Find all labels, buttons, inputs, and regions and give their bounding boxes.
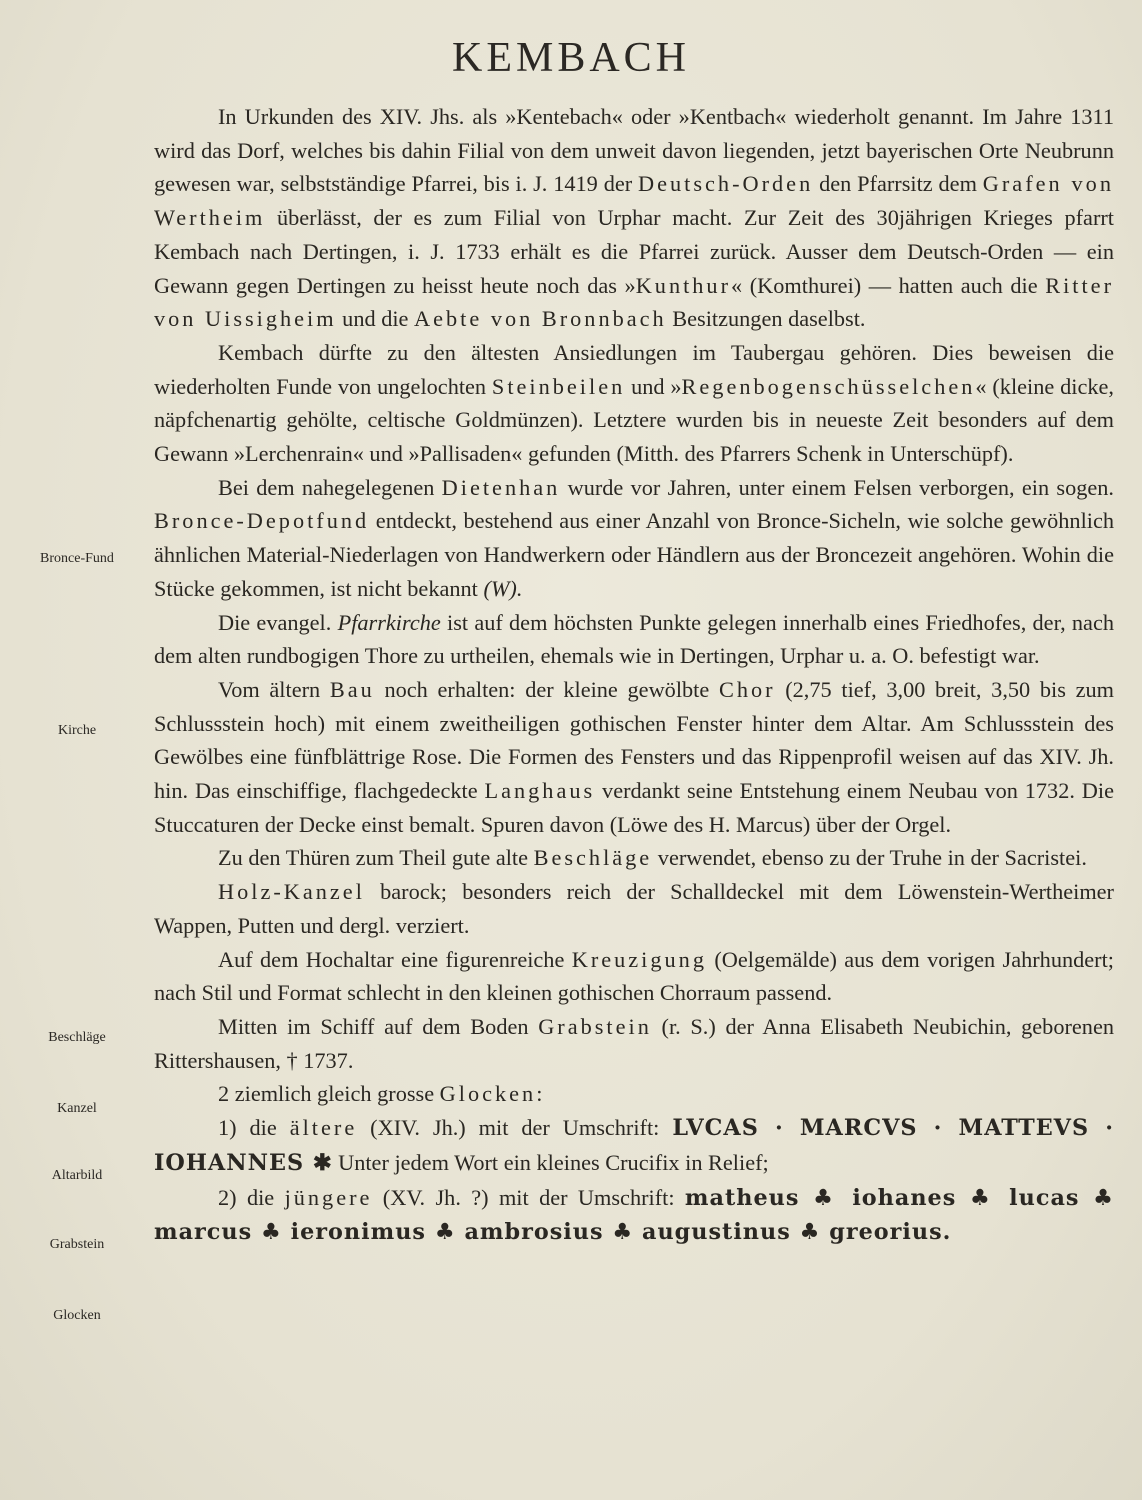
page-title: KEMBACH: [451, 35, 691, 81]
paragraph-kanzel: Holz-Kanzel barock; besonders reich der Schalldeckel mit dem Löwenstein-Wertheimer Wappen, Putten und dergl. verziert.: [154, 879, 1114, 938]
body-text: [154, 100, 1114, 1250]
sidenote-bronce-fund: Bronce-Fund: [40, 551, 114, 566]
sidenote-glocken: Glocken: [53, 1308, 101, 1323]
inscription-1: LVCAS · MARCVS · MATTEVS · IOHANNES ✱: [154, 1115, 1114, 1176]
paragraph-finds: Kembach dürfte zu den ältesten Ansiedlungen im Taubergau gehören. Dies beweisen die wiederholten Funde von ungelochten Steinbeilen und »Regenbogenschüsselchen« (kleine dicke, näpfchenartig gehölte, celtische Goldmünzen). Letztere wurden bis in neueste Zeit besonders auf dem Gewann »Lerchenrain« und »Pallisaden« gefunden (Mitth. des Pfarrers Schenk in Unterschüpf).: [154, 339, 1114, 467]
paragraph-history: In Urkunden des XIV. Jhs. als »Kentebach« oder »Kentbach« wiederholt genannt. Im Jahre 1311 wird das Dorf, welches bis dahin Filial von dem unweit davon liegenden, jetzt bayerischen Orte Neubrunn gewesen war, selbstständige Pfarrei, bis i. J. 1419 der Deutsch-Orden den Pfarrsitz dem Grafen von Wertheim überlässt, der es zum Filial von Urphar macht. Zur Zeit des 30jährigen Krieges pfarrt Kembach nach Dertingen, i. J. 1733 erhält es die Pfarrei zurück. Ausser dem Deutsch-Orden — ein Gewann gegen Dertingen zu heisst heute noch das »Kunthur« (Komthurei) — hatten auch die Ritter von Uissigheim und die Aebte von Bronnbach Besitzungen daselbst.: [154, 104, 1114, 332]
paragraph-grabstein: Mitten im Schiff auf dem Boden Grabstein (r. S.) der Anna Elisabeth Neubichin, geborenen Rittershausen, † 1737.: [154, 1013, 1114, 1073]
sidenote-altarbild: Altarbild: [51, 1168, 103, 1183]
paragraph-altarbild: Auf dem Hochaltar eine figurenreiche Kreuzigung (Oelgemälde) aus dem vorigen Jahrhundert; nach Stil und Format schlecht in den kleinen gothischen Chorraum passend.: [154, 946, 1114, 1006]
paragraph-bau: Vom ältern Bau noch erhalten: der kleine gewölbte Chor (2,75 tief, 3,00 breit, 3,50 bis zum Schlussstein hoch) mit einem zweitheiligen gothischen Fenster hinter dem Altar. Am Schlussstein des Gewölbes eine fünfblättrige Rose. Die Formen des Fensters und das Rippenprofil weisen auf das XIV. Jh. hin. Das einschiffige, flachgedeckte Langhaus verdankt seine Entstehung einem Neubau von 1732. Die Stuccaturen der Decke einst bemalt. Spuren davon (Löwe des H. Marcus) über der Orgel.: [154, 676, 1114, 837]
sidenote-kirche: Kirche: [57, 723, 97, 738]
paragraph-kirche: Die evangel. Pfarrkirche ist auf dem höchsten Punkte gelegen innerhalb eines Friedhofes, der, nach dem alten rundbogigen Thore zu urtheilen, ehemals wie in Dertingen, Urphar u. a. O. befestigt war.: [154, 609, 1114, 669]
paragraph-glocke-1: 1) die ältere (XIV. Jh.) mit der Umschrift: LVCAS · MARCVS · MATTEVS · IOHANNES ✱ Unter jedem Wort ein kleines Crucifix in Relief;: [154, 1115, 1114, 1176]
paragraph-glocke-2: 2) die jüngere (XV. Jh. ?) mit der Umschrift: matheus ♣ iohanes ♣ lucas ♣ marcus ♣ ieronimus ♣ ambrosius ♣ augustinus ♣ greorius.: [154, 1184, 1114, 1246]
inscription-2: matheus ♣ iohanes ♣ lucas ♣ marcus ♣ ieronimus ♣ ambrosius ♣ augustinus ♣ greorius.: [154, 1184, 1114, 1246]
paragraph-bronce-fund: Bei dem nahegelegenen Dietenhan wurde vor Jahren, unter einem Felsen verborgen, ein sogen. Bronce-Depotfund entdeckt, bestehend aus einer Anzahl von Bronce-Sicheln, wie solche gewöhnlich ähnlichen Material-Niederlagen von Handwerkern oder Händlern aus der Broncezeit angehören. Wohin die Stücke gekommen, ist nicht bekannt (W).: [154, 474, 1114, 601]
sidenote-beschlaege: Beschläge: [48, 1030, 106, 1045]
sidenote-kanzel: Kanzel: [57, 1101, 97, 1116]
sidenote-grabstein: Grabstein: [49, 1237, 105, 1252]
paragraph-beschlaege: Zu den Thüren zum Theil gute alte Beschläge verwendet, ebenso zu der Truhe in der Sacristei.: [218, 845, 1087, 871]
paragraph-glocken: 2 ziemlich gleich grosse Glocken:: [218, 1081, 543, 1107]
